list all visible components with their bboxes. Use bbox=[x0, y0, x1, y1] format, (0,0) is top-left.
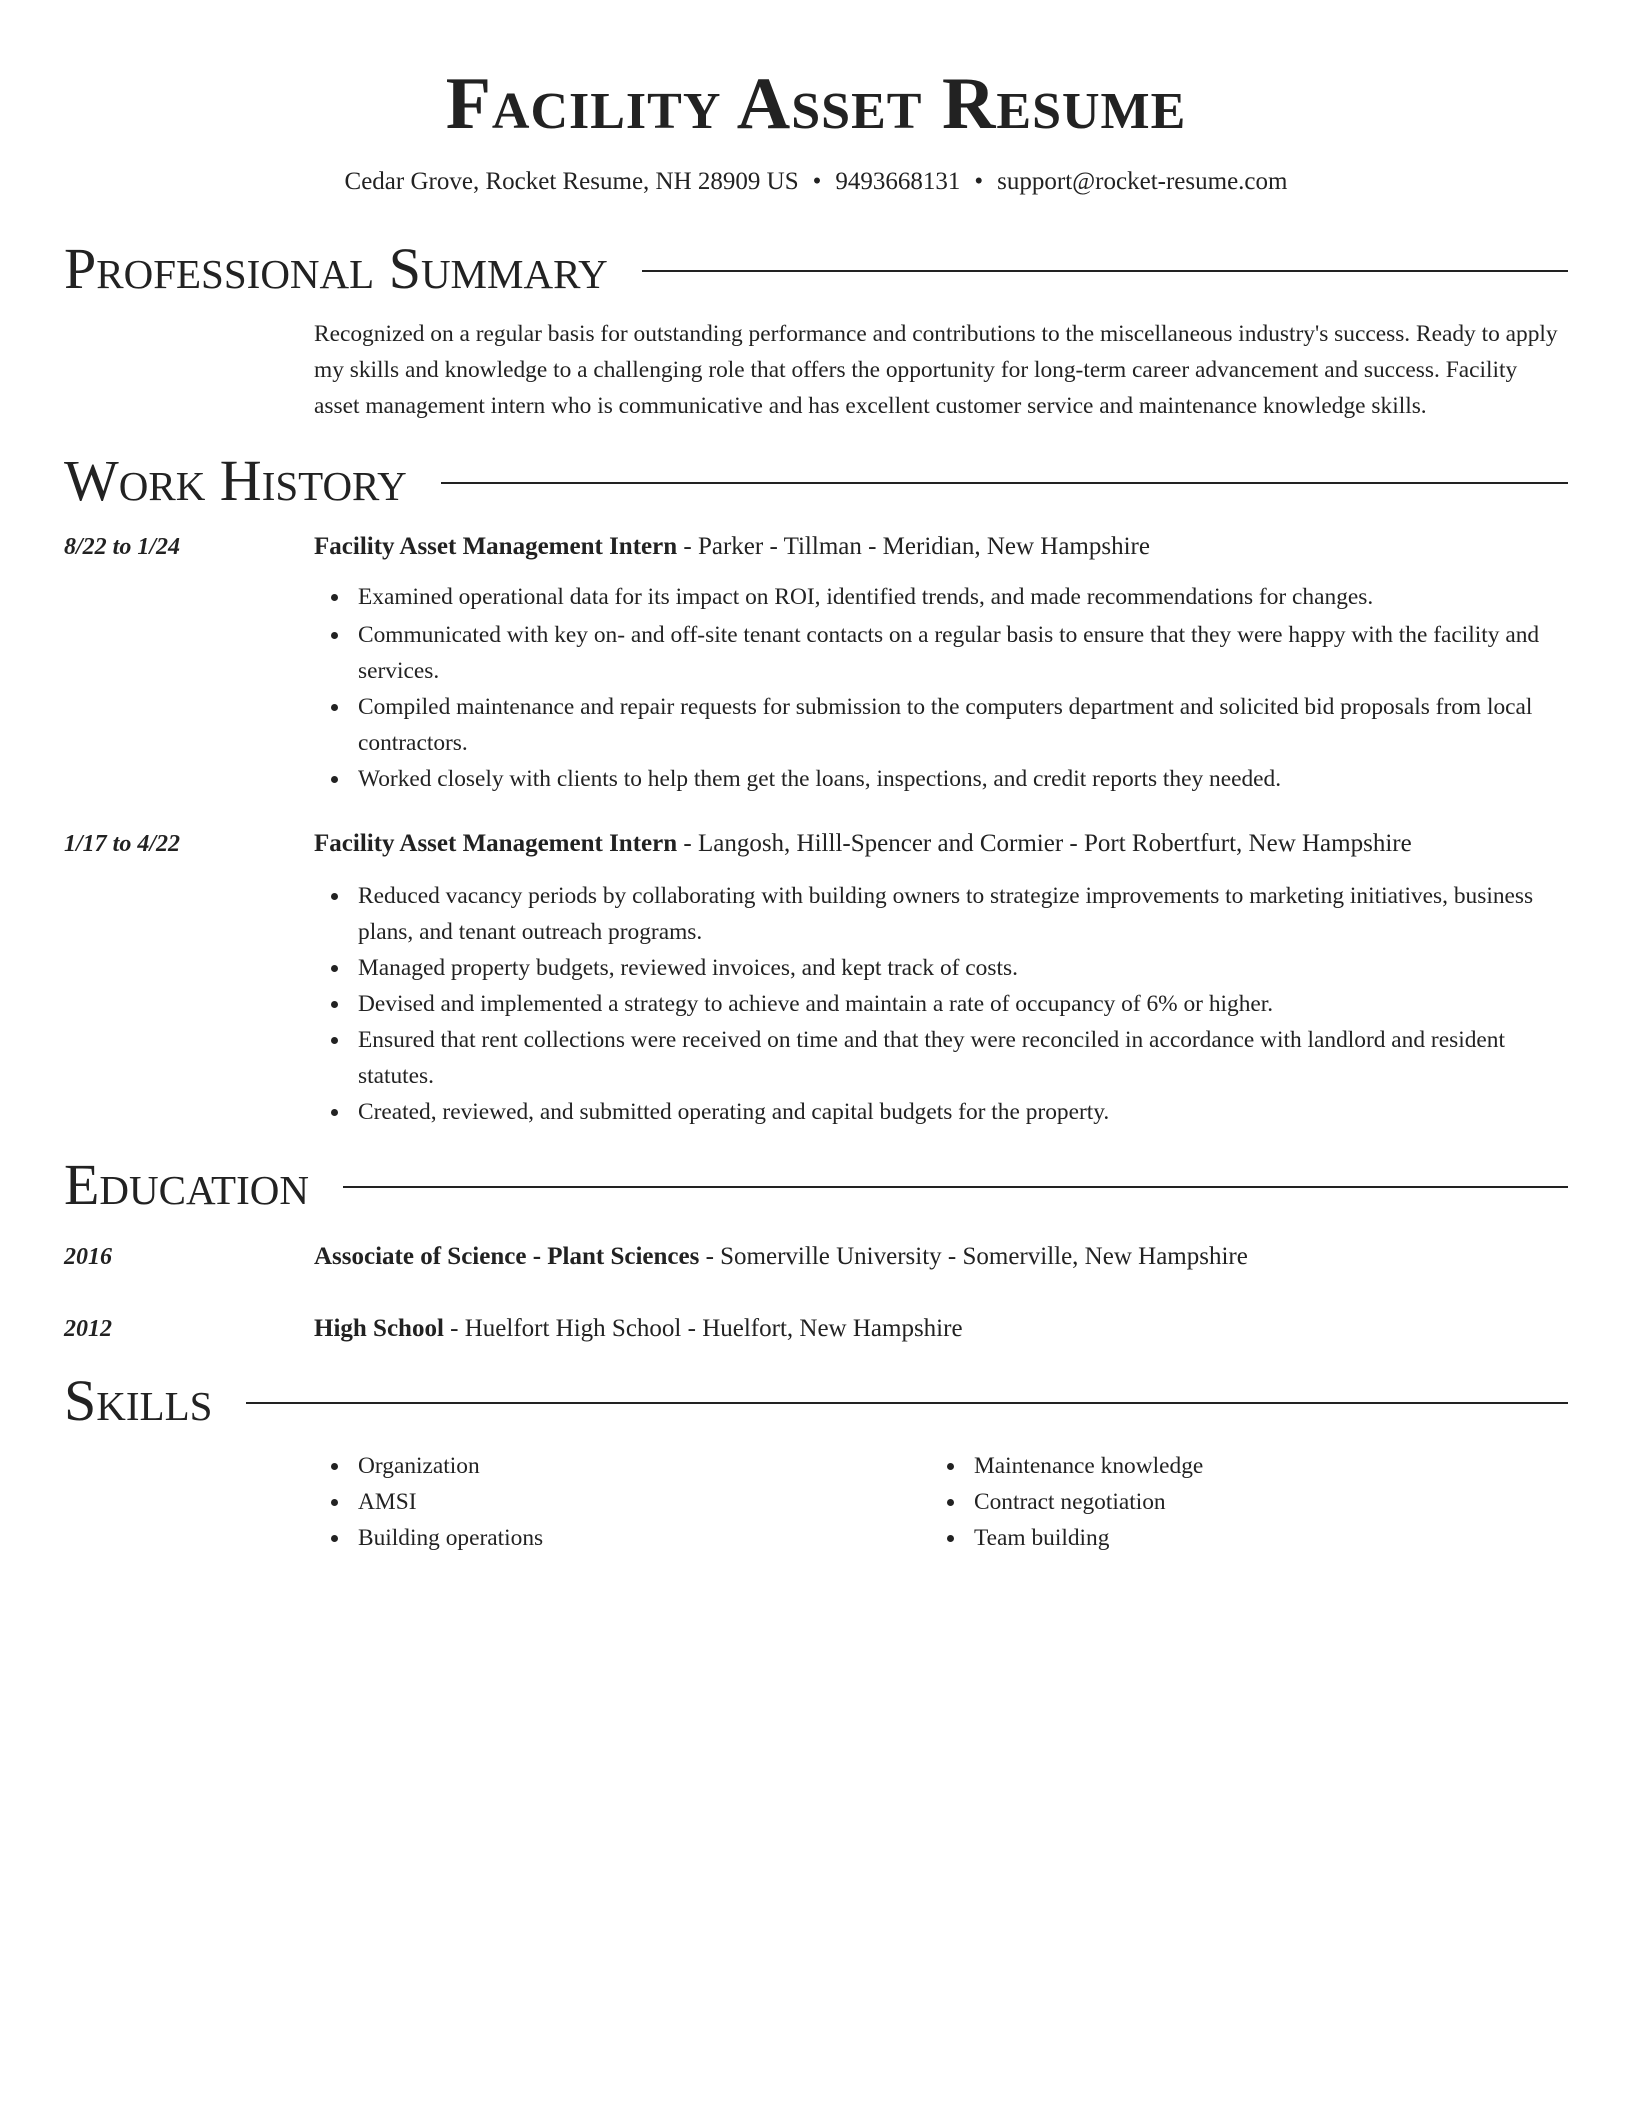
contact-address: Cedar Grove, Rocket Resume, NH 28909 US bbox=[344, 168, 799, 195]
education-line bbox=[314, 1312, 1568, 1346]
job-bullet-list bbox=[314, 579, 1568, 797]
work-section-header bbox=[64, 448, 1568, 514]
skill-item: AMSI bbox=[314, 1484, 930, 1520]
job-heading-line bbox=[314, 530, 1568, 564]
education-heading: Education bbox=[64, 1152, 309, 1217]
job-details: - Langosh, Hilll-Spencer and Cormier - Port Robertfurt, New Hampshire bbox=[677, 830, 1412, 857]
education-line bbox=[314, 1240, 1568, 1274]
skill-item: Maintenance knowledge bbox=[930, 1448, 1546, 1484]
summary-text: Recognized on a regular basis for outstanding performance and contributions to the miscellaneous industry's success. Ready to apply my skills and knowledge to a challenging role that offers the opportunity for long-term career advancement and success. Facility asset management intern who is communicative and has excellent customer service and maintenance knowledge skills. bbox=[314, 321, 1558, 419]
job-bullet: Created, reviewed, and submitted operating and capital budgets for the property. bbox=[314, 1094, 1568, 1130]
skills-left-column bbox=[314, 1448, 930, 1556]
education-year: 2016 bbox=[64, 1244, 112, 1270]
education-degree: Associate of Science - Plant Sciences bbox=[314, 1243, 700, 1270]
skills-heading: Skills bbox=[64, 1368, 213, 1433]
contact-line bbox=[64, 166, 1568, 198]
section-divider bbox=[441, 482, 1568, 484]
education-body bbox=[314, 1240, 1568, 1274]
job-body bbox=[314, 827, 1568, 1130]
skill-item: Team building bbox=[930, 1520, 1546, 1556]
education-entry bbox=[64, 1240, 1568, 1274]
job-bullet: Ensured that rent collections were received on time and that they were reconciled in accordance with landlord and resident statutes. bbox=[314, 1022, 1568, 1094]
job-dates: 1/17 to 4/22 bbox=[64, 831, 181, 857]
section-divider bbox=[246, 1402, 1568, 1404]
job-details: - Parker - Tillman - Meridian, New Hampshire bbox=[677, 533, 1150, 560]
education-entry bbox=[64, 1312, 1568, 1346]
job-bullet: Worked closely with clients to help them get the loans, inspections, and credit reports they needed. bbox=[314, 761, 1568, 797]
skills-section-header bbox=[64, 1368, 1568, 1434]
skills-grid bbox=[314, 1448, 1568, 1556]
job-body bbox=[314, 530, 1568, 797]
job-bullet: Devised and implemented a strategy to achieve and maintain a rate of occupancy of 6% or higher. bbox=[314, 986, 1568, 1022]
job-bullet: Compiled maintenance and repair requests for submission to the computers department and solicited bid proposals from local contractors. bbox=[314, 689, 1568, 761]
education-year: 2012 bbox=[64, 1316, 112, 1342]
education-section-header bbox=[64, 1152, 1568, 1218]
summary-heading: Professional Summary bbox=[64, 236, 608, 301]
contact-separator: • bbox=[812, 168, 822, 195]
job-heading-line bbox=[314, 827, 1568, 861]
job-entry bbox=[64, 827, 1568, 1130]
contact-email: support@rocket-resume.com bbox=[997, 168, 1288, 195]
job-bullet: Examined operational data for its impact on ROI, identified trends, and made recommendations for changes. bbox=[314, 579, 1568, 615]
skill-item: Organization bbox=[314, 1448, 930, 1484]
job-entry bbox=[64, 530, 1568, 797]
education-body bbox=[314, 1312, 1568, 1346]
summary-section-header bbox=[64, 236, 1568, 302]
job-title: Facility Asset Management Intern bbox=[314, 830, 678, 857]
job-bullet: Managed property budgets, reviewed invoices, and kept track of costs. bbox=[314, 950, 1568, 986]
job-bullet-list bbox=[314, 878, 1568, 1130]
section-divider bbox=[642, 270, 1568, 272]
job-bullet: Reduced vacancy periods by collaborating with building owners to strategize improvements to marketing initiatives, business plans, and tenant outreach programs. bbox=[314, 878, 1568, 950]
work-heading: Work History bbox=[64, 448, 407, 513]
contact-phone: 9493668131 bbox=[835, 168, 961, 195]
skills-right-column bbox=[930, 1448, 1546, 1556]
skill-item: Building operations bbox=[314, 1520, 930, 1556]
education-details: - Huelfort High School - Huelfort, New Hampshire bbox=[443, 1315, 963, 1342]
contact-separator: • bbox=[974, 168, 984, 195]
job-dates: 8/22 to 1/24 bbox=[64, 534, 181, 560]
section-divider bbox=[343, 1186, 1568, 1188]
job-title: Facility Asset Management Intern bbox=[314, 533, 678, 560]
education-details: - Somerville University - Somerville, New Hampshire bbox=[699, 1243, 1248, 1270]
job-bullet: Communicated with key on- and off-site tenant contacts on a regular basis to ensure that they were happy with the facility and services. bbox=[314, 617, 1568, 689]
education-degree: High School bbox=[314, 1315, 444, 1342]
resume-page bbox=[64, 0, 1568, 1556]
skill-item: Contract negotiation bbox=[930, 1484, 1546, 1520]
resume-title: Facility Asset Resume bbox=[445, 63, 1187, 145]
